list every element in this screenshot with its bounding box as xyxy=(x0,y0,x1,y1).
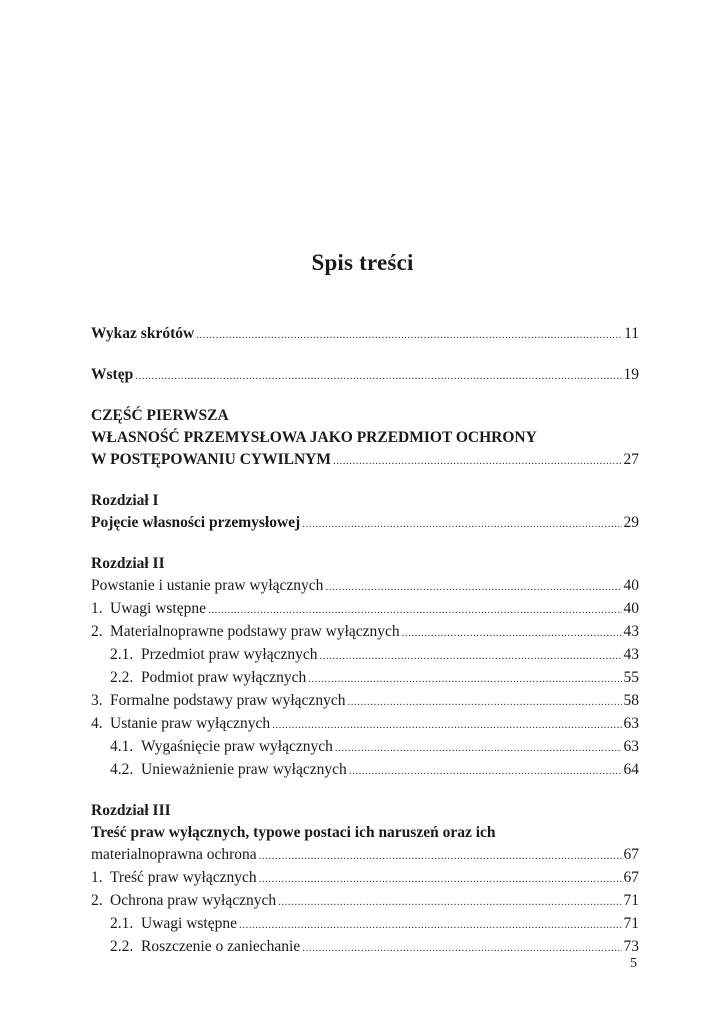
toc-chapter-3 xyxy=(91,800,639,959)
dot-leader xyxy=(302,513,621,535)
item-number: 4. xyxy=(91,715,103,732)
toc-page-number: 11 xyxy=(624,325,639,342)
item-label: Unieważnienie praw wyłącznych xyxy=(141,761,347,778)
toc-page-number: 63 xyxy=(623,715,639,732)
toc-entry-label: Wstęp xyxy=(91,366,134,383)
toc-page-number: 40 xyxy=(623,600,639,617)
toc-subitem[interactable] xyxy=(91,759,639,782)
dot-leader xyxy=(349,760,622,782)
dot-leader xyxy=(196,324,622,346)
item-label: Podmiot praw wyłącznych xyxy=(141,669,307,686)
toc-item[interactable] xyxy=(91,598,639,621)
part-title-line: WŁASNOŚĆ PRZEMYSŁOWA JAKO PRZEDMIOT OCHRONY xyxy=(91,429,537,446)
toc-item[interactable] xyxy=(91,867,639,890)
item-number: 2.1. xyxy=(110,915,134,932)
item-label: Roszczenie o zaniechanie xyxy=(141,938,301,955)
toc-entry-chapter-3-title[interactable] xyxy=(91,844,639,867)
dot-leader xyxy=(319,645,621,667)
part-heading: CZĘŚĆ PIERWSZA xyxy=(91,407,229,424)
toc-page-number: 27 xyxy=(623,451,639,468)
dot-leader xyxy=(135,365,621,387)
chapter-title: Pojęcie własności przemysłowej xyxy=(91,514,301,531)
dot-leader xyxy=(402,622,622,644)
item-number: 2. xyxy=(91,623,103,640)
chapter-title-line: Treść praw wyłącznych, typowe postaci ich naruszeń oraz ich xyxy=(91,824,496,841)
dot-leader xyxy=(272,714,621,736)
dot-leader xyxy=(259,845,622,867)
toc-item[interactable] xyxy=(91,713,639,736)
toc-item[interactable] xyxy=(91,690,639,713)
toc-item[interactable] xyxy=(91,890,639,913)
dot-leader xyxy=(259,868,622,890)
toc-part-one[interactable] xyxy=(91,405,639,472)
toc-page-number: 67 xyxy=(623,846,639,863)
item-label: Ochrona praw wyłącznych xyxy=(110,892,277,909)
toc-page-number: 67 xyxy=(623,869,639,886)
toc-page-number: 71 xyxy=(623,892,639,909)
item-label: Przedmiot praw wyłącznych xyxy=(141,646,318,663)
item-number: 3. xyxy=(91,692,103,709)
toc-subitem[interactable] xyxy=(91,644,639,667)
item-number: 2. xyxy=(91,892,103,909)
dot-leader xyxy=(239,914,622,936)
toc-subitem[interactable] xyxy=(91,736,639,759)
dot-leader xyxy=(302,937,621,959)
page-number: 5 xyxy=(630,956,637,971)
toc-page-number: 43 xyxy=(623,646,639,663)
chapter-heading: Rozdział III xyxy=(91,802,171,819)
chapter-title-line: materialnoprawna ochrona xyxy=(91,846,257,863)
toc-page-number: 58 xyxy=(623,692,639,709)
item-number: 4.2. xyxy=(110,761,134,778)
part-title-line: W POSTĘPOWANIU CYWILNYM xyxy=(91,451,331,468)
item-number: 1. xyxy=(91,869,103,886)
table-of-contents xyxy=(91,323,639,959)
dot-leader xyxy=(208,599,622,621)
item-number: 2.2. xyxy=(110,938,134,955)
toc-page-number: 71 xyxy=(623,915,639,932)
item-label: Uwagi wstępne xyxy=(110,600,206,617)
toc-subitem[interactable] xyxy=(91,913,639,936)
toc-page-number: 19 xyxy=(623,366,639,383)
item-label: Materialnoprawne podstawy praw wyłącznych xyxy=(110,623,400,640)
toc-entry-chapter-2-title[interactable] xyxy=(91,575,639,598)
toc-entry-label: Wykaz skrótów xyxy=(91,325,195,342)
toc-page-number: 43 xyxy=(623,623,639,640)
toc-page-number: 29 xyxy=(623,514,639,531)
item-number: 2.2. xyxy=(110,669,134,686)
page-title: Spis treści xyxy=(311,250,414,275)
toc-chapter-1[interactable] xyxy=(91,490,639,535)
chapter-heading: Rozdział II xyxy=(91,555,165,572)
dot-leader xyxy=(333,450,622,472)
item-label: Treść praw wyłącznych xyxy=(110,869,257,886)
toc-page-number: 55 xyxy=(623,669,639,686)
item-number: 2.1. xyxy=(110,646,134,663)
toc-page-number: 73 xyxy=(623,938,639,955)
toc-chapter-2 xyxy=(91,553,639,782)
toc-page-number: 63 xyxy=(623,738,639,755)
chapter-title: Powstanie i ustanie praw wyłącznych xyxy=(91,577,324,594)
toc-subitem[interactable] xyxy=(91,667,639,690)
item-label: Uwagi wstępne xyxy=(141,915,237,932)
toc-page-number: 64 xyxy=(623,761,639,778)
item-number: 4.1. xyxy=(110,738,134,755)
dot-leader xyxy=(308,668,621,690)
toc-entry-wstep[interactable] xyxy=(91,364,639,387)
chapter-heading: Rozdział I xyxy=(91,492,159,509)
toc-item[interactable] xyxy=(91,621,639,644)
dot-leader xyxy=(278,891,621,913)
toc-entry-wykaz[interactable] xyxy=(91,323,639,346)
dot-leader xyxy=(325,576,621,598)
toc-subitem[interactable] xyxy=(91,936,639,959)
item-label: Formalne podstawy praw wyłącznych xyxy=(110,692,346,709)
dot-leader xyxy=(347,691,621,713)
dot-leader xyxy=(335,737,622,759)
item-number: 1. xyxy=(91,600,103,617)
item-label: Ustanie praw wyłącznych xyxy=(110,715,271,732)
toc-page-number: 40 xyxy=(623,577,639,594)
item-label: Wygaśnięcie praw wyłącznych xyxy=(141,738,333,755)
